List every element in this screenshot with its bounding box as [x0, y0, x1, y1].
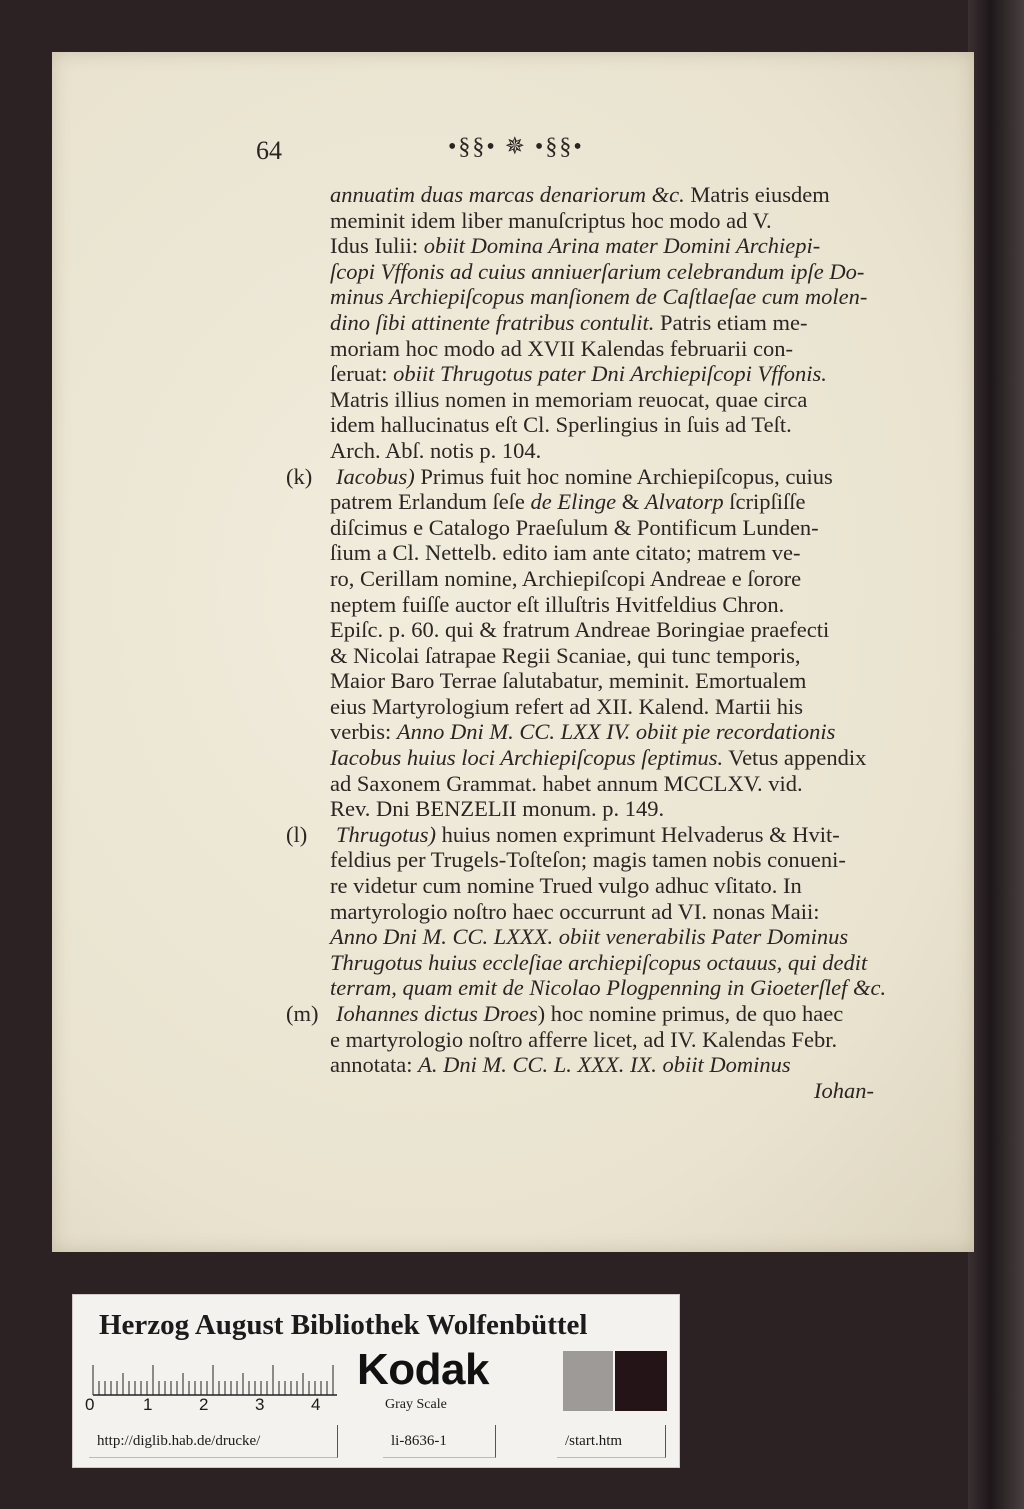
- text-line: [280, 1078, 900, 1104]
- color-target-card: [72, 1294, 680, 1468]
- text-line: [280, 259, 900, 285]
- text-span: e martyrologio noſtro afferre licet, ad IV. Kalendas Febr.: [330, 1026, 838, 1052]
- footnote-marker: (k): [286, 463, 313, 489]
- text-span: Vetus appendix: [723, 745, 867, 771]
- text-span: ſium a Cl. Nettelb. edito iam ante citato; matrem ve-: [330, 540, 801, 566]
- text-span: diſcimus e Catalogo Praeſulum & Pontificum Lunden-: [330, 514, 819, 540]
- start-page-label: /start.htm: [557, 1425, 666, 1458]
- ruler-number: 3: [255, 1395, 265, 1414]
- ruler-number: 1: [143, 1395, 153, 1414]
- italic-text: ſcopi Vffonis ad cuius anniuerſarium celebrandum ipſe Do-: [330, 258, 865, 284]
- italic-text: obiit Domina Arina mater Domini Archiepi-: [423, 233, 821, 259]
- text-span: annotata:: [330, 1052, 419, 1078]
- text-line: [280, 975, 900, 1001]
- text-span: &: [616, 489, 645, 515]
- text-line: [280, 719, 900, 745]
- text-line: [280, 1052, 900, 1078]
- footnote-marker: (l): [286, 821, 308, 847]
- text-line: [280, 489, 900, 515]
- gray-patch: [563, 1351, 613, 1411]
- text-line: [280, 873, 900, 899]
- text-line: [280, 438, 900, 464]
- text-span: Maior Baro Terrae ſalutabatur, meminit. Emortualem: [330, 668, 807, 694]
- text-span: ſeruat:: [330, 361, 394, 387]
- library-title: Herzog August Bibliothek Wolfenbüttel: [99, 1309, 588, 1341]
- text-span: Idus Iulii:: [330, 233, 424, 259]
- url-label: http://diglib.hab.de/drucke/: [89, 1425, 338, 1458]
- text-line: [280, 668, 900, 694]
- text-span: ad Saxonem Grammat. habet annum MCCLXV. vid.: [330, 770, 803, 796]
- ruler-number: 4: [311, 1395, 321, 1414]
- shelfmark-label: li-8636-1: [383, 1425, 496, 1458]
- text-line: [280, 540, 900, 566]
- text-span: Epiſc. p. 60. qui & fratrum Andreae Boringiae praefecti: [330, 617, 830, 643]
- text-line: [280, 796, 900, 822]
- kodak-logo: Kodak: [357, 1345, 489, 1394]
- text-line: [280, 310, 900, 336]
- scan-background-edge: [968, 0, 1024, 1509]
- text-line: [280, 592, 900, 618]
- text-line: [280, 387, 900, 413]
- dark-patch: [615, 1351, 667, 1411]
- text-line: [280, 412, 900, 438]
- text-span: Primus fuit hoc nomine Archiepiſcopus, cuius: [414, 463, 833, 489]
- text-span: idem hallucinatus eſt Cl. Sperlingius in ſuis ad Teſt.: [330, 412, 792, 438]
- text-line: [280, 924, 900, 950]
- text-line: [280, 745, 900, 771]
- italic-text: Thrugotus huius eccleſiae archiepiſcopus octauus, qui dedit: [330, 949, 868, 975]
- text-span: ro, Cerillam nomine, Archiepiſcopi Andreae e ſorore: [330, 565, 802, 591]
- text-line: [280, 899, 900, 925]
- text-span: martyrologio noſtro haec occurrunt ad VI. nonas Maii:: [330, 898, 820, 924]
- text-line: [280, 822, 900, 848]
- page-number: 64: [256, 136, 282, 165]
- text-span: moriam hoc modo ad XVII Kalendas februarii con-: [330, 335, 793, 361]
- text-line: [280, 950, 900, 976]
- text-line: [280, 284, 900, 310]
- text-span: meminit idem liber manuſcriptus hoc modo ad V.: [330, 207, 772, 233]
- italic-text: Iacobus huius loci Archiepiſcopus ſeptimus.: [330, 745, 724, 771]
- gray-scale-label: Gray Scale: [385, 1397, 447, 1412]
- text-span: Arch. Abſ. notis p. 104.: [330, 437, 542, 463]
- text-line: [280, 336, 900, 362]
- text-line: [280, 643, 900, 669]
- text-span: re videtur cum nomine Trued vulgo adhuc vſitato. In: [330, 873, 802, 899]
- text-line: [280, 771, 900, 797]
- text-span: Matris illius nomen in memoriam reuocat, quae circa: [330, 386, 808, 412]
- italic-text: A. Dni M. CC. L. XXX. IX. obiit Dominus: [418, 1052, 791, 1078]
- text-line: [280, 182, 900, 208]
- italic-text: terram, quam emit de Nicolao Plogpenning in Gioeterſlef &c.: [330, 975, 887, 1001]
- italic-text: annuatim duas marcas denariorum &c.: [330, 182, 685, 207]
- text-span: Matris eiusdem: [684, 182, 830, 207]
- text-line: [280, 1027, 900, 1053]
- text-span: verbis:: [330, 719, 397, 745]
- italic-text: obiit Thrugotus pater Dni Archiepiſcopi Vffonis.: [393, 361, 827, 387]
- text-line: [280, 464, 900, 490]
- footnote-marker: (m): [286, 1001, 319, 1026]
- text-span: ſcripſiſſe: [723, 489, 806, 515]
- italic-text: Iohannes dictus Droes: [336, 1001, 538, 1026]
- footnote-text-block: [280, 182, 900, 1103]
- text-line: [280, 1001, 900, 1027]
- italic-text: Iohan-: [814, 1077, 874, 1103]
- italic-text: Thrugotus): [336, 821, 437, 847]
- text-span: & Nicolai ſatrapae Regii Scaniae, qui tunc temporis,: [330, 642, 801, 668]
- text-span: feldius per Trugels-Toſteſon; magis tamen nobis conueni-: [330, 847, 846, 873]
- text-line: [280, 233, 900, 259]
- text-line: [280, 208, 900, 234]
- italic-text: de Elinge: [530, 489, 617, 515]
- italic-text: Anno Dni M. CC. LXX IV. obiit pie recordationis: [396, 719, 836, 745]
- text-line: [280, 361, 900, 387]
- text-line: [280, 847, 900, 873]
- text-span: ) hoc nomine primus, de quo haec: [537, 1001, 844, 1026]
- italic-text: Anno Dni M. CC. LXXX. obiit venerabilis Pater Dominus: [330, 924, 849, 950]
- text-span: neptem fuiſſe auctor eſt illuſtris Hvitfeldius Chron.: [330, 591, 785, 617]
- ruler-number: 0: [85, 1395, 95, 1414]
- text-span: huius nomen exprimunt Helvaderus & Hvit-: [436, 821, 840, 847]
- text-span: eius Martyrologium refert ad XII. Kalend. Martii his: [330, 693, 803, 719]
- italic-text: Iacobus): [336, 463, 415, 489]
- text-span: Patris etiam me-: [654, 309, 808, 335]
- text-span: patrem Erlandum ſeſe: [330, 489, 531, 515]
- header-ornament: •§§• ✵ •§§•: [448, 134, 584, 160]
- text-line: [280, 694, 900, 720]
- text-line: [280, 617, 900, 643]
- italic-text: Alvatorp: [644, 489, 724, 515]
- text-span: Rev. Dni BENZELII monum. p. 149.: [330, 796, 665, 822]
- ruler-number: 2: [199, 1395, 209, 1414]
- text-line: [280, 566, 900, 592]
- italic-text: dino ſibi attinente fratribus contulit.: [330, 309, 655, 335]
- text-line: [280, 515, 900, 541]
- italic-text: minus Archiepiſcopus manſionem de Caſtlaeſae cum molen-: [330, 284, 868, 310]
